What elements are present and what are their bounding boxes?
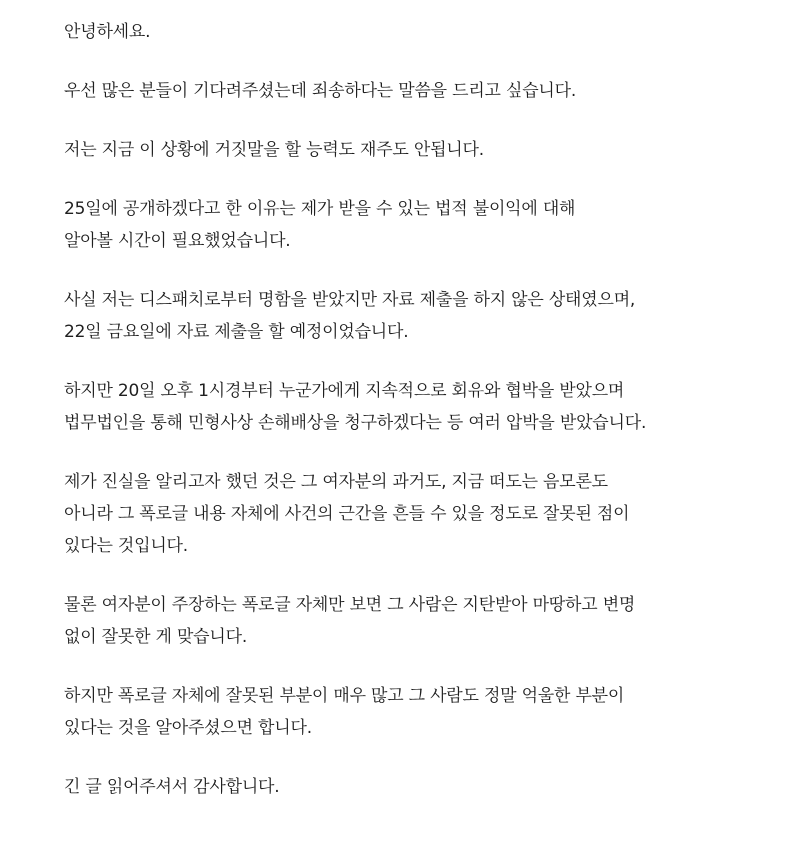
text-line: 있다는 것을 알아주셨으면 합니다. [64, 718, 312, 738]
paragraph-greeting [64, 16, 794, 48]
paragraph-acknowledgement [64, 589, 794, 653]
paragraph-request [64, 680, 794, 744]
paragraph-dispatch-contact [64, 284, 794, 348]
paragraph-apology [64, 75, 794, 107]
text-line: 없이 잘못한 게 맞습니다. [64, 627, 248, 647]
letter-body [64, 16, 794, 830]
text-line: 25일에 공개하겠다고 한 이유는 제가 받을 수 있는 법적 불이익에 대해 [64, 199, 576, 219]
text-line: 알아볼 시간이 필요했었습니다. [64, 231, 291, 251]
text-line: 안녕하세요. [64, 22, 151, 42]
text-line: 아니라 그 폭로글 내용 자체에 사건의 근간을 흔들 수 있을 정도로 잘못된 점이 [64, 504, 630, 524]
paragraph-closing [64, 771, 794, 803]
text-line: 제가 진실을 알리고자 했던 것은 그 여자분의 과거도, 지금 떠도는 음모론도 [64, 472, 608, 492]
text-line: 있다는 것입니다. [64, 536, 188, 556]
paragraph-honesty [64, 134, 794, 166]
text-line: 긴 글 읽어주셔서 감사합니다. [64, 777, 280, 797]
paragraph-pressure [64, 375, 794, 439]
text-line: 하지만 폭로글 자체에 잘못된 부분이 매우 많고 그 사람도 정말 억울한 부분이 [64, 686, 625, 706]
paragraph-intent [64, 466, 794, 562]
text-line: 하지만 20일 오후 1시경부터 누군가에게 지속적으로 회유와 협박을 받았으며 [64, 381, 625, 401]
text-line: 사실 저는 디스패치로부터 명함을 받았지만 자료 제출을 하지 않은 상태였으며, [64, 290, 636, 310]
text-line: 22일 금요일에 자료 제출을 할 예정이었습니다. [64, 322, 409, 342]
paragraph-reason-for-delay [64, 193, 794, 257]
text-line: 물론 여자분이 주장하는 폭로글 자체만 보면 그 사람은 지탄받아 마땅하고 변명 [64, 595, 636, 615]
text-line: 저는 지금 이 상황에 거짓말을 할 능력도 재주도 안됩니다. [64, 140, 484, 160]
text-line: 법무법인을 통해 민형사상 손해배상을 청구하겠다는 등 여러 압박을 받았습니다. [64, 413, 647, 433]
text-line: 우선 많은 분들이 기다려주셨는데 죄송하다는 말씀을 드리고 싶습니다. [64, 81, 577, 101]
